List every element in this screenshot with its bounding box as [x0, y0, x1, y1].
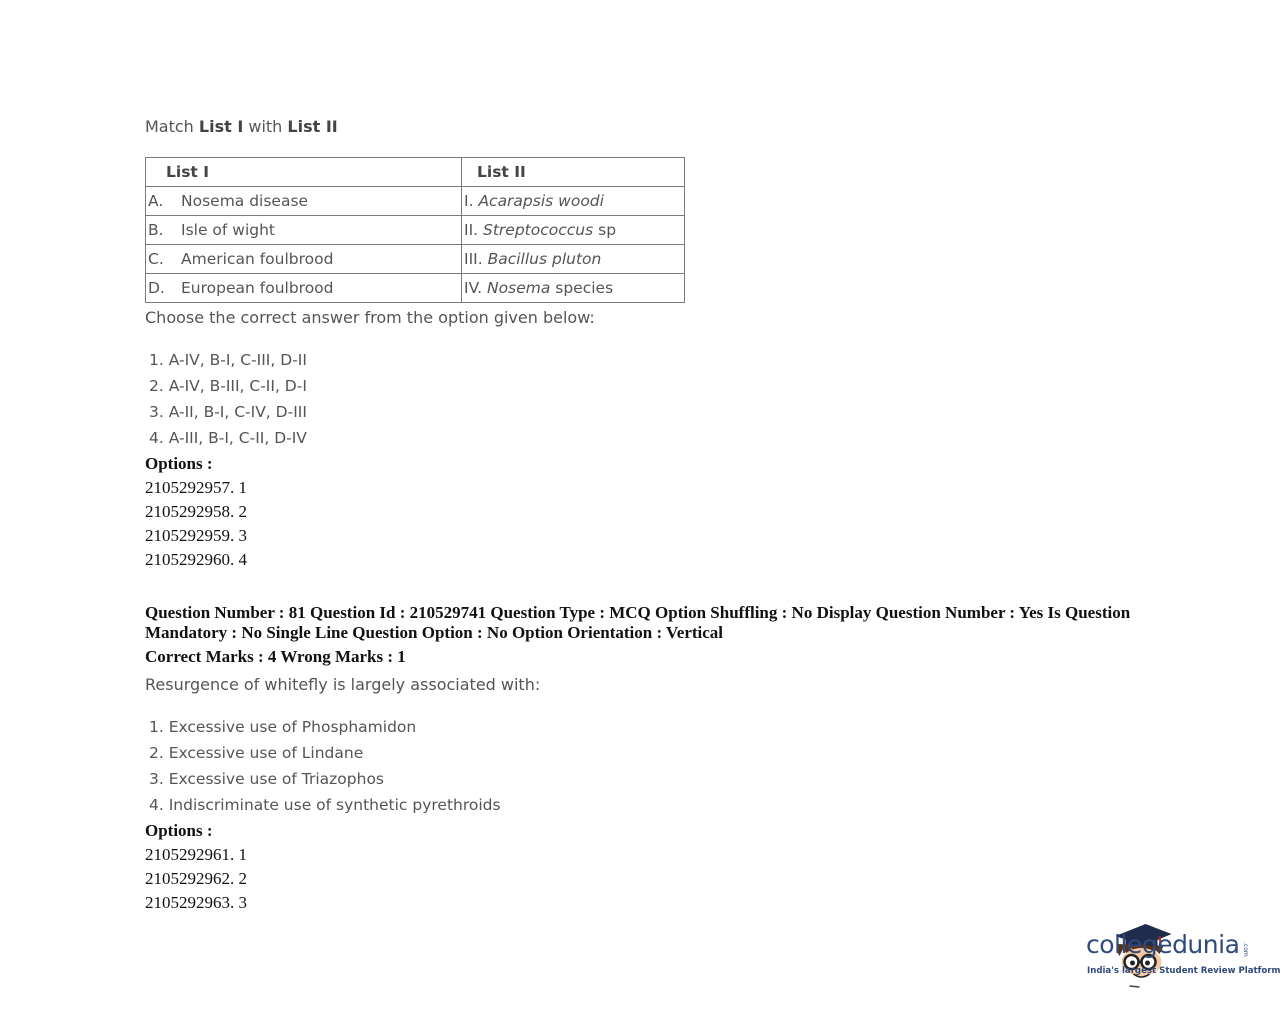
answer-list — [149, 714, 501, 818]
option-id: 2105292957. 1 — [145, 478, 247, 497]
answer-choice: 4. Indiscriminate use of synthetic pyrethroids — [149, 796, 501, 814]
row-letter: D. — [148, 279, 165, 297]
options-list — [145, 476, 247, 572]
table-row — [146, 187, 685, 216]
question-metadata: Question Number : 81 Question Id : 210529741 Question Type : MCQ Option Shuffling : No Display Question Number : Yes Is Question Mandatory : No Single Line Question Option : No Option Orientation : Vertical — [145, 603, 1131, 642]
row-letter: C. — [148, 250, 164, 268]
question-marks: Correct Marks : 4 Wrong Marks : 1 — [145, 647, 406, 666]
answer-choice: 3. Excessive use of Triazophos — [149, 770, 384, 788]
row-num: III. — [464, 250, 483, 268]
row-letter: A. — [148, 192, 164, 210]
answer-choice: 4. A-III, B-I, C-II, D-IV — [149, 429, 307, 447]
question-intro: Match List I with List II — [145, 117, 338, 136]
option-id: 2105292960. 4 — [145, 550, 247, 569]
brand-name: collegedunia — [1086, 930, 1240, 959]
row-num: II. — [464, 221, 479, 239]
row-item: Nosema disease — [181, 192, 309, 210]
row-num: IV. — [464, 279, 483, 297]
row-item: European foulbrood — [181, 279, 334, 297]
table-row — [146, 245, 685, 274]
row-species: Nosema — [487, 279, 551, 297]
row-suffix: sp — [593, 221, 617, 239]
answer-choice: 3. A-II, B-I, C-IV, D-III — [149, 403, 307, 421]
options-title: Options : — [145, 821, 213, 840]
options-list — [145, 843, 247, 915]
answer-choice: 1. A-IV, B-I, C-III, D-II — [149, 351, 307, 369]
options-title: Options : — [145, 454, 213, 473]
answer-choice: 1. Excessive use of Phosphamidon — [149, 718, 417, 736]
table-header-row — [146, 158, 685, 187]
row-species: Streptococcus — [483, 221, 594, 239]
table-row — [146, 274, 685, 303]
option-id: 2105292959. 3 — [145, 526, 247, 545]
answer-list — [149, 347, 307, 451]
match-table — [145, 157, 685, 303]
choose-instruction: Choose the correct answer from the option given below: — [145, 308, 595, 327]
option-id: 2105292958. 2 — [145, 502, 247, 521]
row-suffix: species — [550, 279, 614, 297]
question-stem: Resurgence of whitefly is largely associated with: — [145, 675, 541, 694]
table-row — [146, 216, 685, 245]
row-item: Isle of wight — [181, 221, 276, 239]
brand-tagline: India's largest Student Review Platform — [1087, 966, 1281, 976]
header-list-1: List I — [146, 158, 462, 187]
option-id: 2105292963. 3 — [145, 893, 247, 912]
row-species: Acarapsis woodi — [478, 192, 604, 210]
row-letter: B. — [148, 221, 164, 239]
brand-domain-suffix: .com — [1242, 942, 1249, 957]
row-species: Bacillus pluton — [487, 250, 602, 268]
answer-choice: 2. Excessive use of Lindane — [149, 744, 364, 762]
header-list-2: List II — [462, 158, 685, 187]
option-id: 2105292961. 1 — [145, 845, 247, 864]
answer-choice: 2. A-IV, B-III, C-II, D-I — [149, 377, 307, 395]
row-item: American foulbrood — [181, 250, 334, 268]
row-num: I. — [464, 192, 474, 210]
option-id: 2105292962. 2 — [145, 869, 247, 888]
